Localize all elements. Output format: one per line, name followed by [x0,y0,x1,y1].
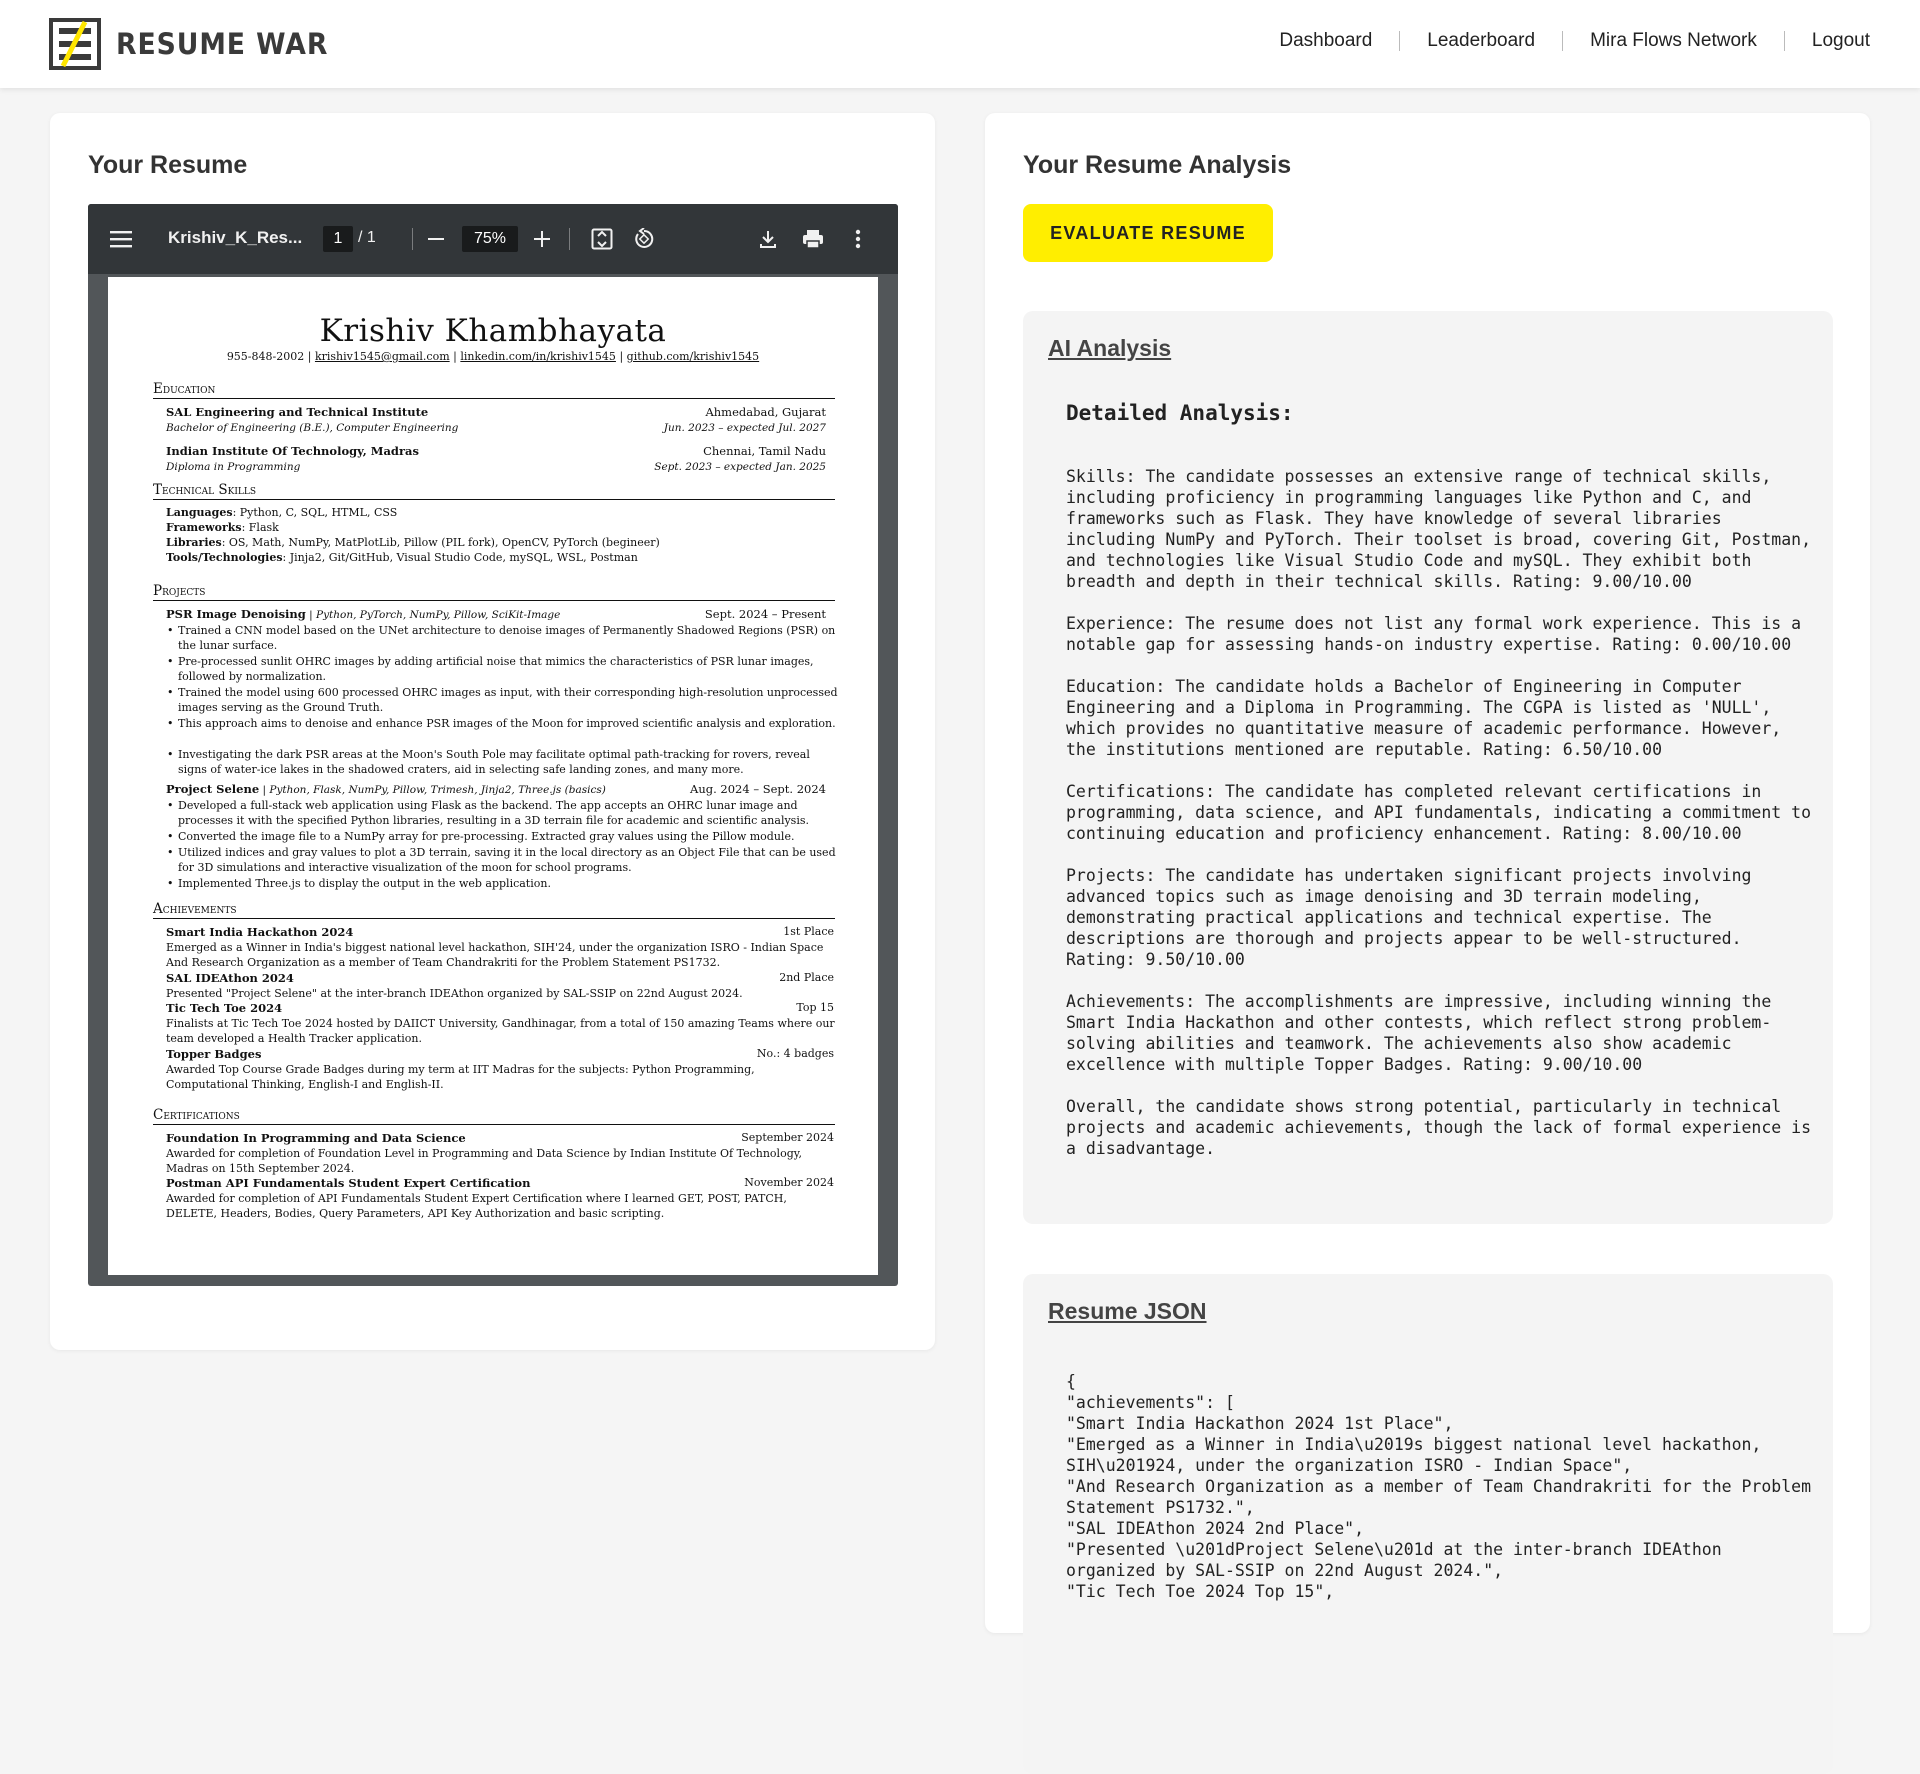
ai-analysis-title: AI Analysis [1048,335,1172,361]
analysis-heading: Detailed Analysis: [1066,401,1294,425]
toolbar-divider [412,228,413,250]
rotate-icon[interactable] [629,224,659,254]
achievement-place: Top 15 [796,1001,834,1014]
pdf-page [108,277,878,1275]
achievement-desc: Awarded Top Course Grade Badges during my term at IIT Madras for the subjects: Python Programming, Computational Thinking, English-I and English-II. [166,1063,755,1091]
project-dates: Sept. 2024 – Present [704,607,826,621]
project-stack: | Python, PyTorch, NumPy, Pillow, SciKit-Image [305,609,561,621]
edu-degree: Bachelor of Engineering (B.E.), Computer Engineering [166,422,459,434]
ai-analysis-panel [1023,311,1833,1224]
certification-desc: Awarded for completion of Foundation Level in Programming and Data Science by Indian Institute Of Technology, Madras on 15th September 2024. [166,1147,802,1175]
brand-logo[interactable] [49,18,347,70]
resume-war-logo-icon [49,18,101,70]
contact-email[interactable]: krishiv1545@gmail.com [314,350,450,363]
achievement-name: Topper Badges [166,1047,262,1061]
contact-separator: | [453,350,457,363]
achievement-desc: Finalists at Tic Tech Toe 2024 hosted by DAIICT University, Gandhinagar, from a total of 150 amazing Teams where our team developed a Health Tracker application. [166,1017,835,1045]
skills-tools [166,551,638,564]
toolbar-divider [569,228,570,250]
certification-date: November 2024 [744,1176,834,1189]
zoom-level-input[interactable]: 75% [462,226,518,252]
analysis-card-title: Your Resume Analysis [1023,151,1292,179]
zoom-in-icon[interactable] [527,224,557,254]
edu-location: Chennai, Tamil Nadu [703,444,826,458]
resume-json-panel [1023,1274,1833,1774]
resume-card [50,113,935,1350]
project-name: Project Selene [166,782,260,796]
project-bullet: • Converted the image file to a NumPy array for pre-processing. Extracted gray values using the Pillow module. [178,829,838,844]
edu-school: Indian Institute Of Technology, Madras [166,444,419,458]
project-bullet: • Implemented Three.js to display the output in the web application. [178,876,838,891]
skills-value: : OS, Math, NumPy, MatPlotLib, Pillow (PIL fork), OpenCV, PyTorch (begineer) [221,536,660,549]
project-bullet: • Developed a full-stack web application using Flask as the backend. The app accepts an OHRC lunar image and processes it with the specified Python libraries, resulting in a 3D terrain file for academic and scientific analysis. [178,798,838,828]
pdf-filename: Krishiv_K_Res... [168,228,303,247]
section-achievements: Achievements [153,901,835,919]
project-bullet: • Investigating the dark PSR areas at the Moon's South Pole may facilitate optimal path-tracking for rovers, reveal signs of water-ice lakes in the shadowed craters, aid in selecting safe landing zones, and many more. [178,747,838,777]
edu-degree: Diploma in Programming [166,461,301,473]
zoom-out-icon[interactable] [421,224,451,254]
achievement-place: No.: 4 badges [756,1047,834,1060]
nav-divider [1784,31,1785,51]
nav-divider [1399,31,1400,51]
achievement-place: 2nd Place [779,971,834,984]
skills-label: Frameworks [166,521,242,534]
page-total: / 1 [358,229,376,246]
project-bullet: • Trained the model using 600 processed OHRC images as input, with their corresponding high-resolution unprocessed images serving as the Ground Truth. [178,685,838,715]
download-icon[interactable] [753,224,783,254]
top-navbar [0,0,1920,88]
certification-name: Foundation In Programming and Data Science [166,1131,466,1145]
skills-label: Libraries [166,536,222,549]
resume-json-title: Resume JSON [1048,1298,1207,1324]
section-technical-skills: Technical Skills [153,482,835,500]
skills-frameworks [166,521,279,534]
menu-icon[interactable] [106,224,136,254]
edu-school: SAL Engineering and Technical Institute [166,405,429,419]
resume-name: Krishiv Khambhayata [319,313,667,349]
project-bullet: • Pre-processed sunlit OHRC images by adding artificial noise that mimics the characteristics of PSR lunar images, followed by normalization. [178,654,838,684]
nav-leaderboard[interactable]: Leaderboard [1427,30,1536,51]
resume-contact [108,350,878,363]
skills-value: : Python, C, SQL, HTML, CSS [232,506,398,519]
section-education: Education [153,381,835,399]
achievement-name: SAL IDEAthon 2024 [166,971,294,985]
skills-libraries [166,536,660,549]
certification-name: Postman API Fundamentals Student Expert Certification [166,1176,531,1190]
achievement-name: Tic Tech Toe 2024 [166,1001,283,1015]
achievement-name: Smart India Hackathon 2024 [166,925,354,939]
fit-to-page-icon[interactable] [587,224,617,254]
project-name: PSR Image Denoising [166,607,306,621]
project-stack: | Python, Flask, NumPy, Pillow, Trimesh, Jinja2, Three.js (basics) [259,784,606,796]
edu-dates: Jun. 2023 – expected Jul. 2027 [663,422,826,434]
project-title [166,782,606,796]
more-options-icon[interactable] [843,224,873,254]
project-bullet: • Utilized indices and gray values to plot a 3D terrain, saving it in the local directory as an Object File that can be used for 3D simulations and interactive visualization of the moon for school programs. [178,845,838,875]
analysis-card [985,113,1870,1633]
certification-date: September 2024 [741,1131,834,1144]
contact-separator: | [307,350,312,363]
page-number-input[interactable]: 1 [323,226,353,252]
nav-mira-flows-network[interactable]: Mira Flows Network [1590,30,1757,51]
contact-github[interactable]: github.com/krishiv1545 [626,350,760,363]
project-title [166,607,560,621]
nav-dashboard[interactable]: Dashboard [1279,30,1373,51]
skills-languages [166,506,397,519]
brand-name: RESUME WAR [116,27,329,61]
skills-label: Tools/Technologies [166,551,283,564]
evaluate-resume-button[interactable]: EVALUATE RESUME [1023,204,1273,262]
resume-card-title: Your Resume [88,151,248,179]
contact-separator: | [619,350,624,363]
achievement-desc: Presented "Project Selene" at the inter-branch IDEAthon organized by SAL-SSIP on 22nd August 2024. [166,987,743,1000]
analysis-text: Skills: The candidate possesses an extensive range of technical skills, including proficiency in programming languages like Python and C, and frameworks such as Flask. They have knowledge of several libraries including NumPy and PyTorch. Their toolset is broad, covering Git, Postman, and technologies like Visual Studio Code and mySQL. They exhibit both breadth and depth in their technical skills. Rating: 9.00/10.00 Experience: The resume does not list any formal work experience. This is a notable gap for assessing hands-on industry expertise. Rating: 0.00/10.00 Education: The candidate holds a Bachelor of Engineering in Computer Engineering and a Diploma in Programming. The CGPA is listed as 'NULL', which provides no quantitative measure of academic performance. However, the institutions mentioned are reputable. Rating: 6.50/10.00 Certifications: The candidate has completed relevant certifications in programming, data science, and API fundamentals, indicating a commitment to continuing education and proficiency enhancement. Rating: 8.00/10.00 Projects: The candidate has undertaken significant projects involving advanced topics such as image denoising and 3D terrain modeling, demonstrating practical applications and technical expertise. The descriptions are thorough and projects appear to be well-structured. Rating: 9.50/10.00 Achievements: The accomplishments are impressive, including winning the Smart India Hackathon and other contests, which reflect strong problem- solving abilities and teamwork. The achievements also show academic excellence with multiple Topper Badges. Rating: 9.00/10.00 Overall, the candidate shows strong potential, particularly in technical projects and academic achievements, though the lack of formal experience is a disadvantage. [1066,467,1812,1158]
section-projects: Projects [153,583,835,601]
project-bullet: • This approach aims to denoise and enhance PSR images of the Moon for improved scientific analysis and exploration. [178,716,838,731]
skills-value: : Jinja2, Git/GitHub, Visual Studio Code, mySQL, WSL, Postman [282,551,638,564]
nav-logout[interactable]: Logout [1811,30,1870,51]
pdf-toolbar [88,204,898,274]
achievement-place: 1st Place [783,925,834,938]
skills-value: : Flask [241,521,279,534]
contact-linkedin[interactable]: linkedin.com/in/krishiv1545 [460,350,616,363]
section-certifications: Certifications [153,1107,835,1125]
certification-desc: Awarded for completion of API Fundamentals Student Expert Certification where I learned GET, POST, PATCH, DELETE, Headers, Bodies, Query Parameters, API Key Authorization and basic scripting. [166,1192,787,1220]
skills-label: Languages [166,506,233,519]
resume-json-text: { "achievements": [ "Smart India Hackathon 2024 1st Place", "Emerged as a Winner in India\u2019s biggest national level hackathon, SIH\u201924, under the organization ISRO - Indian Space", "And Research Organization as a member of Team Chandrakriti for the Problem Statement PS1732.", "SAL IDEAthon 2024 2nd Place", "Presented \u201dProject Selene\u201d at the inter-branch IDEAthon organized by SAL-SSIP on 22nd August 2024.", "Tic Tech Toe 2024 Top 15", [1066,1372,1812,1601]
project-dates: Aug. 2024 – Sept. 2024 [690,782,826,796]
print-icon[interactable] [798,224,828,254]
nav-divider [1562,31,1563,51]
project-bullet: • Trained a CNN model based on the UNet architecture to denoise images of Permanently Shadowed Regions (PSR) on the lunar surface. [178,623,838,653]
contact-phone: 955-848-2002 [226,350,305,363]
edu-dates: Sept. 2023 – expected Jan. 2025 [654,461,826,473]
edu-location: Ahmedabad, Gujarat [705,405,826,419]
main-nav [1279,30,1870,52]
achievement-desc: Emerged as a Winner in India's biggest national level hackathon, SIH'24, under the organization ISRO - Indian Space And Research Organization as a member of Team Chandrakriti for the Problem Statement PS1732. [166,941,824,969]
pdf-viewer[interactable] [88,204,898,1286]
